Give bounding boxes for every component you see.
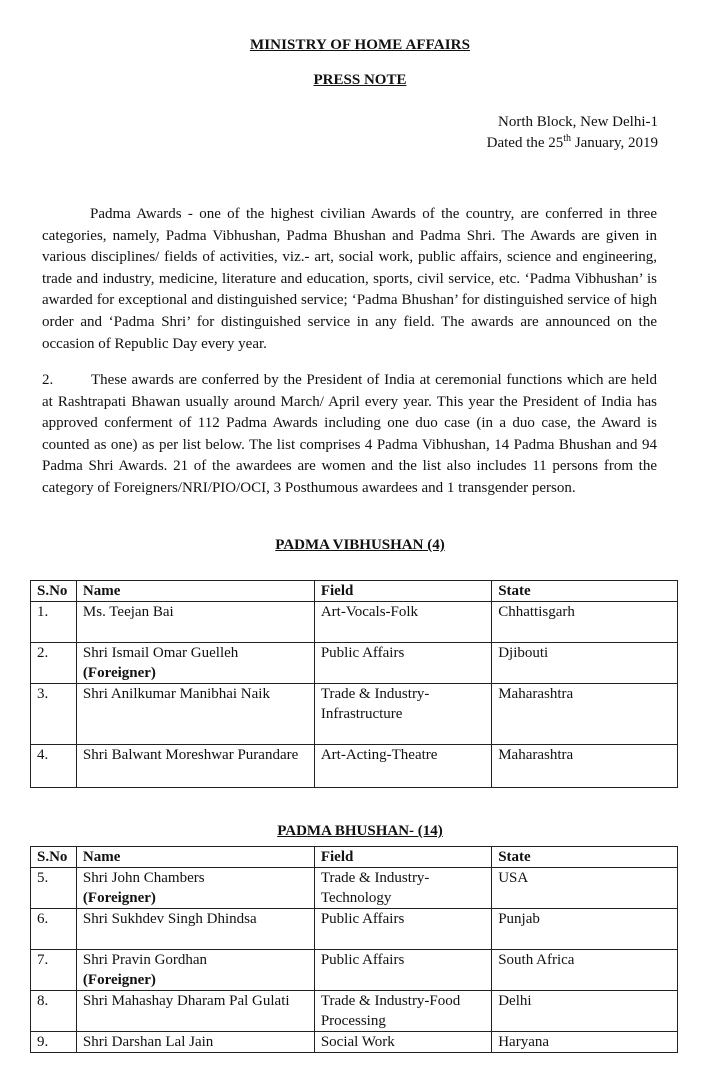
cell-sno: 4.	[31, 745, 77, 788]
col-header-field: Field	[314, 847, 491, 868]
cell-field: Trade & Industry-Infrastructure	[314, 684, 491, 745]
cell-state: South Africa	[492, 950, 678, 991]
cell-name: Shri Darshan Lal Jain	[76, 1032, 314, 1053]
cell-field: Art-Acting-Theatre	[314, 745, 491, 788]
cell-name: Ms. Teejan Bai	[76, 602, 314, 643]
table-row	[31, 868, 678, 909]
table-row	[31, 991, 678, 1032]
col-header-name: Name	[76, 847, 314, 868]
table-row	[31, 643, 678, 684]
cell-name	[76, 643, 314, 684]
cell-field: Public Affairs	[314, 909, 491, 950]
date-prefix: Dated the 25	[486, 135, 564, 151]
cell-name: Shri Sukhdev Singh Dhindsa	[76, 909, 314, 950]
table-header-row	[31, 847, 678, 868]
col-header-state: State	[492, 847, 678, 868]
cell-sno: 1.	[31, 602, 77, 643]
awardee-name: Shri John Chambers	[82, 870, 205, 886]
cell-field: Trade & Industry-Food Processing	[314, 991, 491, 1032]
cell-sno: 6.	[31, 909, 77, 950]
paragraph-2	[42, 370, 657, 500]
cell-name: Shri Balwant Moreshwar Purandare	[76, 745, 314, 788]
cell-name: Shri Mahashay Dharam Pal Gulati	[76, 991, 314, 1032]
cell-name	[76, 950, 314, 991]
cell-state: Delhi	[492, 991, 678, 1032]
cell-sno: 5.	[31, 868, 77, 909]
cell-name: Shri Anilkumar Manibhai Naik	[76, 684, 314, 745]
bhushan-title: PADMA BHUSHAN- (14)	[277, 823, 443, 839]
table-row	[31, 602, 678, 643]
col-header-field: Field	[314, 581, 491, 602]
date-superscript: th	[563, 133, 572, 144]
table-row	[31, 684, 678, 745]
date-line	[487, 135, 658, 152]
cell-state: Maharashtra	[492, 684, 678, 745]
address-line: North Block, New Delhi-1	[498, 114, 658, 130]
awardee-name: Shri Pravin Gordhan	[82, 952, 208, 968]
col-header-sno: S.No	[31, 581, 77, 602]
paragraph-2-text	[42, 370, 657, 500]
col-header-sno: S.No	[31, 847, 77, 868]
bhushan-table	[30, 846, 678, 1053]
cell-state: Chhattisgarh	[492, 602, 678, 643]
press-note-heading: PRESS NOTE	[313, 72, 407, 88]
cell-sno: 2.	[31, 643, 77, 684]
awardee-name: Shri Ismail Omar Guelleh	[82, 645, 239, 661]
cell-sno: 3.	[31, 684, 77, 745]
cell-field: Public Affairs	[314, 950, 491, 991]
cell-state: Punjab	[492, 909, 678, 950]
cell-state: USA	[492, 868, 678, 909]
cell-state: Djibouti	[492, 643, 678, 684]
cell-name	[76, 868, 314, 909]
table-header-row	[31, 581, 678, 602]
cell-field: Trade & Industry-Technology	[314, 868, 491, 909]
cell-sno: 9.	[31, 1032, 77, 1053]
table-row	[31, 950, 678, 991]
foreigner-label: (Foreigner)	[82, 890, 156, 906]
date-suffix: January, 2019	[571, 135, 658, 151]
cell-sno: 7.	[31, 950, 77, 991]
table-row	[31, 1032, 678, 1053]
foreigner-label: (Foreigner)	[82, 972, 156, 988]
table-row	[31, 745, 678, 788]
paragraph-2-body: These awards are conferred by the President of India at ceremonial functions which are held at Rashtrapati Bhawan usually around March/ April every year. This year the President of India has approved conferment of 112 Padma Awards including one duo case (in a duo case, the Award is counted as one) as per list below. The list comprises 4 Padma Vibhushan, 14 Padma Bhushan and 94 Padma Shri Awards. 21 of the awardees are women and the list also includes 11 persons from the category of Foreigners/NRI/PIO/OCI, 3 Posthumous awardees and 1 transgender person.	[42, 372, 657, 496]
foreigner-label: (Foreigner)	[82, 665, 156, 681]
paragraph-1-text: Padma Awards - one of the highest civilian Awards of the country, are conferred in three categories, namely, Padma Vibhushan, Padma Bhushan and Padma Shri. The Awards are given in various disciplines/ fields of activities, viz.- art, social work, public affairs, science and engineering, trade and industry, medicine, literature and education, sports, civil service, etc. ‘Padma Vibhushan’ is awarded for exceptional and distinguished service; ‘Padma Bhushan’ for distinguished service of high order and ‘Padma Shri’ for distinguished service in any field. The awards are announced on the occasion of Republic Day every year.	[42, 206, 657, 352]
cell-field: Social Work	[314, 1032, 491, 1053]
cell-state: Haryana	[492, 1032, 678, 1053]
paragraph-1	[42, 204, 657, 355]
paragraph-2-number: 2.	[42, 372, 54, 388]
cell-field: Public Affairs	[314, 643, 491, 684]
col-header-name: Name	[76, 581, 314, 602]
ministry-heading: MINISTRY OF HOME AFFAIRS	[249, 37, 471, 53]
vibhushan-title: PADMA VIBHUSHAN (4)	[275, 537, 445, 553]
cell-field: Art-Vocals-Folk	[314, 602, 491, 643]
table-row	[31, 909, 678, 950]
vibhushan-table	[30, 580, 678, 788]
cell-sno: 8.	[31, 991, 77, 1032]
cell-state: Maharashtra	[492, 745, 678, 788]
col-header-state: State	[492, 581, 678, 602]
